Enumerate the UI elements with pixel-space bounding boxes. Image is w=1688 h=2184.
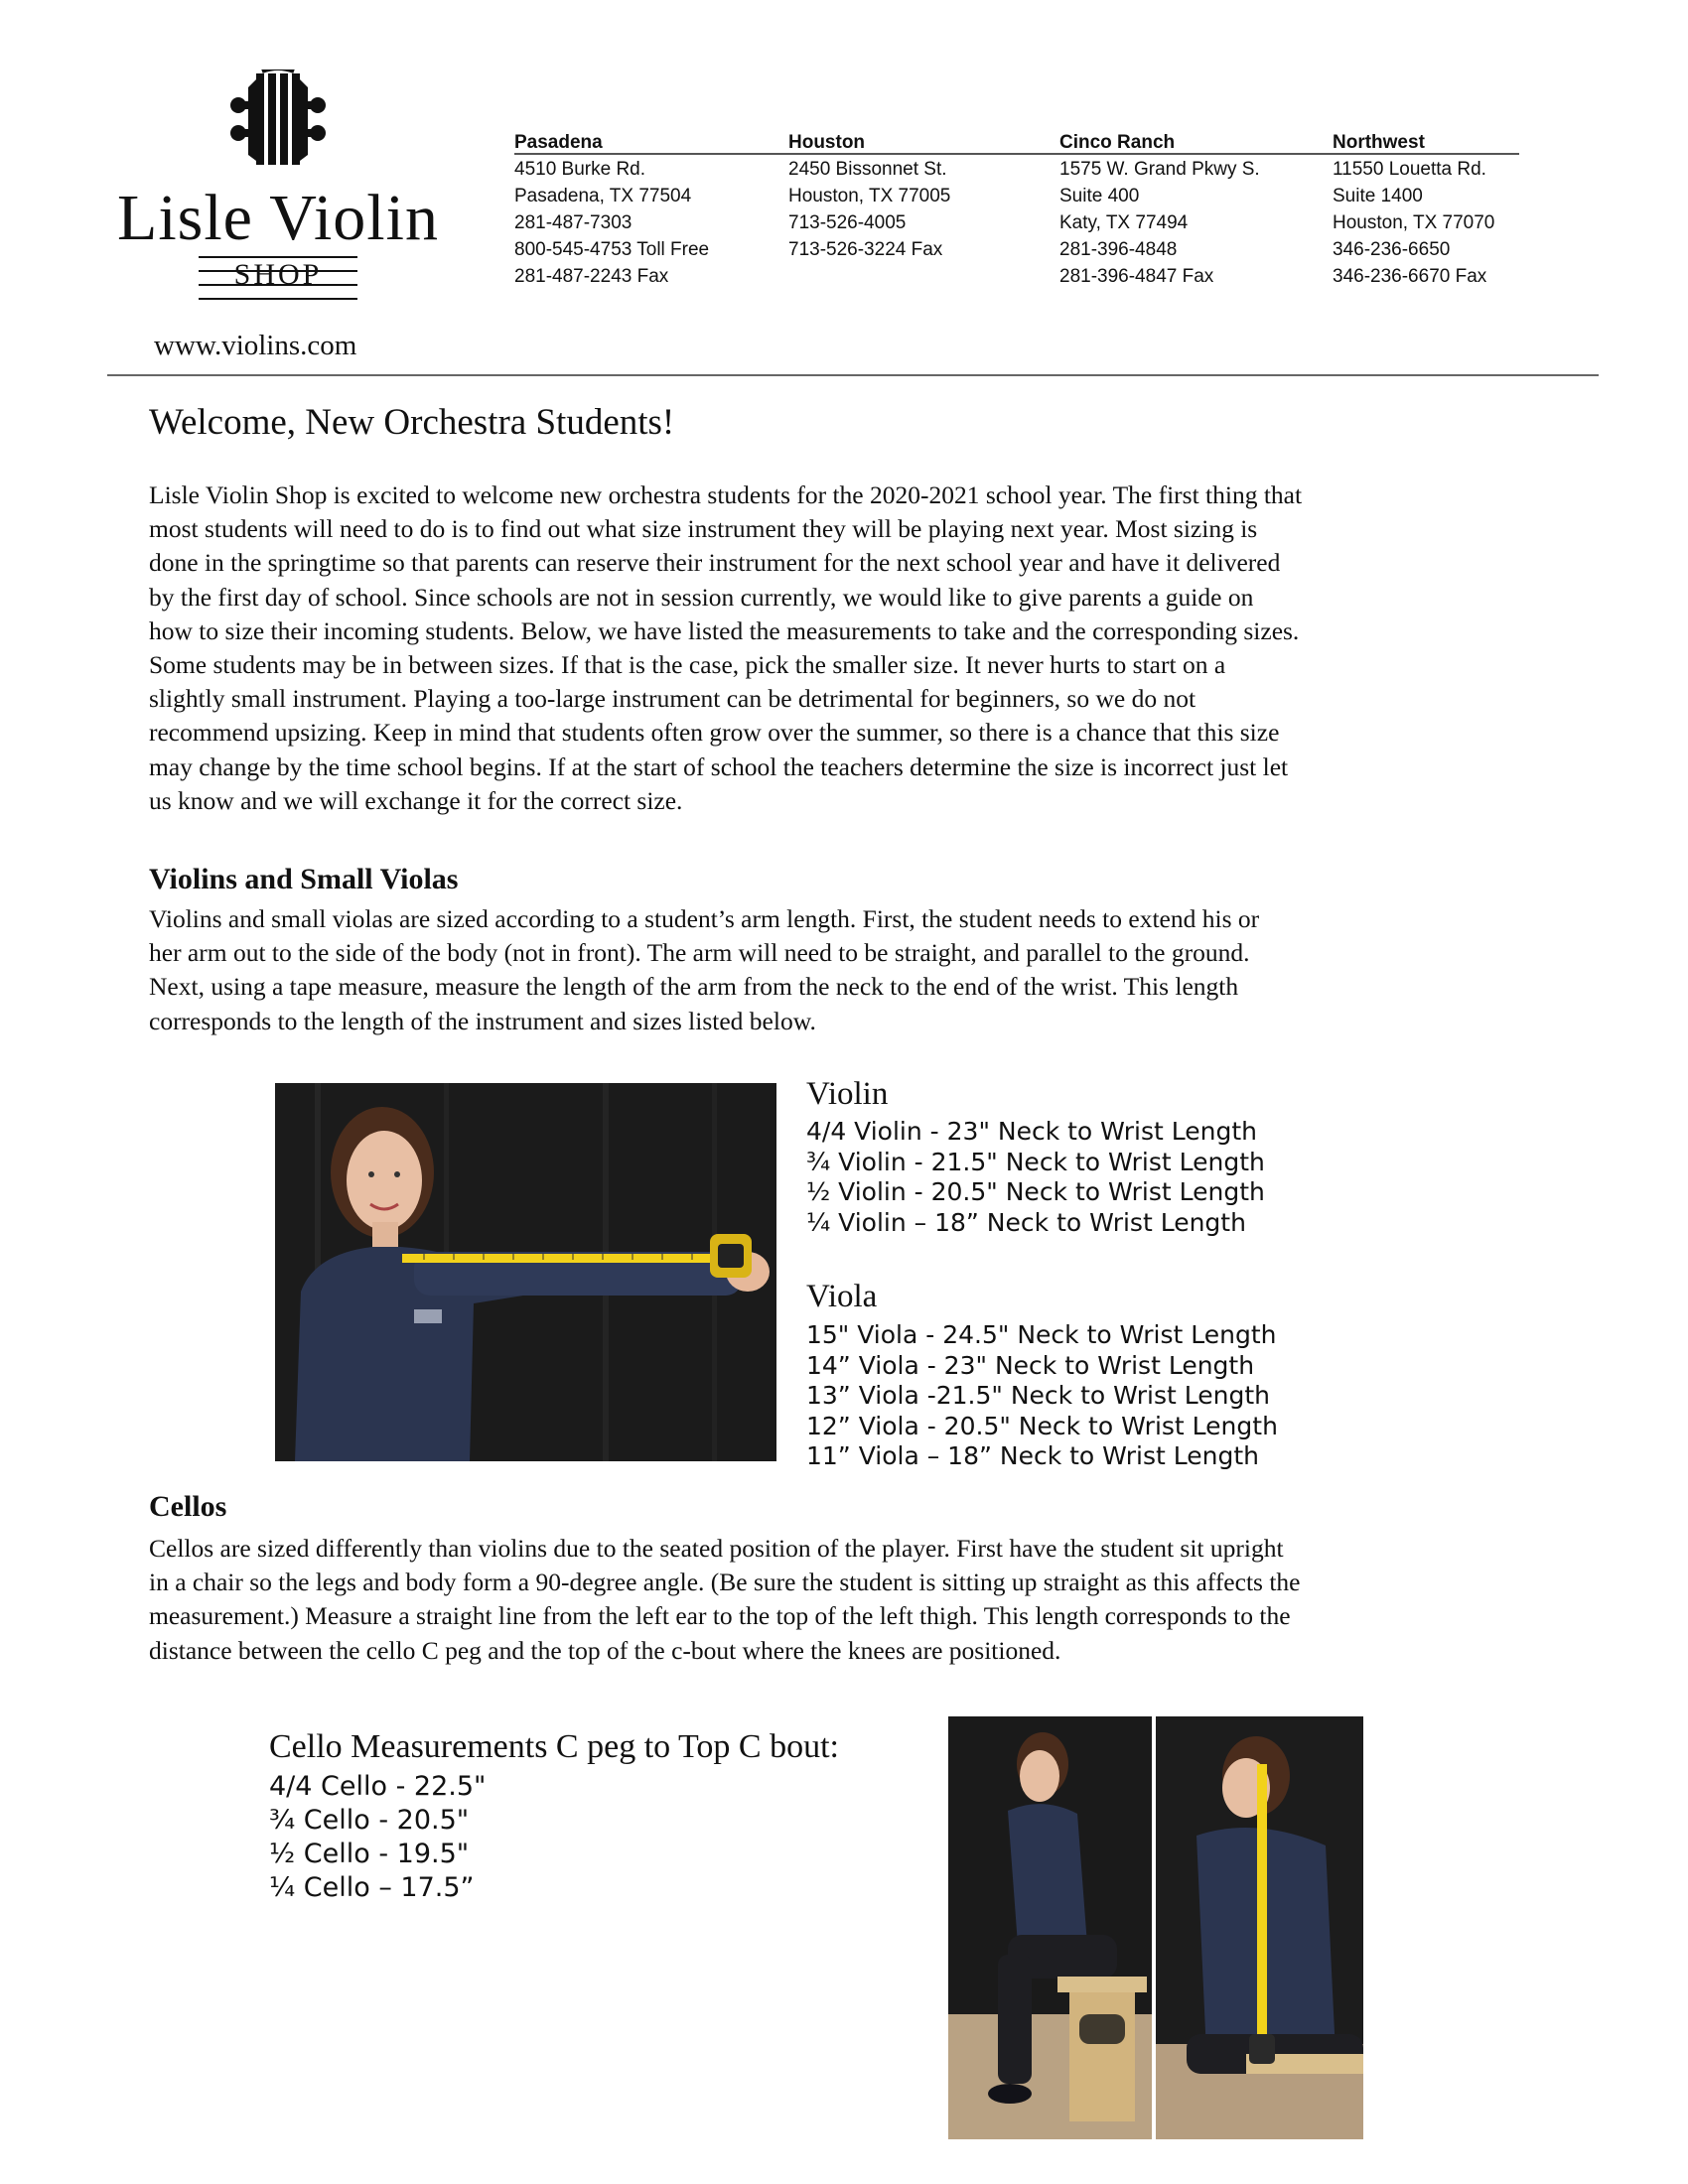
paragraph-line: recommend upsizing. Keep in mind that students often grow over the summer, so there is a chance that this size [149,718,1280,748]
location-line: 4510 Burke Rd. [514,159,646,180]
cello-sizes-heading: Cello Measurements C peg to Top C bout: [269,1728,839,1765]
paragraph-line: slightly small instrument. Playing a too-large instrument can be detrimental for beginners, so we do not [149,684,1196,714]
location-line: Pasadena, TX 77504 [514,186,692,206]
violin-sizes-heading: Violin [806,1076,889,1112]
location-name: Northwest [1333,132,1425,153]
location-line: Suite 1400 [1333,186,1423,206]
location-fax: 346-236-6670 Fax [1333,266,1487,287]
location-fax: 713-526-3224 Fax [788,239,943,260]
list-item: ¼ Cello – 17.5” [269,1872,475,1903]
violin-sizes-list [806,1117,1265,1238]
paragraph-line: Next, using a tape measure, measure the length of the arm from the neck to the end of the wrist. This length [149,972,1239,1002]
location-phone: 281-396-4848 [1059,239,1178,260]
cello-sizes-list [269,1770,486,1905]
list-item: 4/4 Cello - 22.5" [269,1771,487,1802]
location-phone: 800-545-4753 Toll Free [514,239,710,260]
paragraph-line: us know and we will exchange it for the correct size. [149,785,683,815]
paragraph-line: by the first day of school. Since schools are not in session currently, we would like to give parents a guide on [149,582,1254,612]
paragraph-line: done in the springtime so that parents can reserve their instrument for the next school year and have it delivered [149,548,1281,578]
viola-sizes-list [806,1320,1278,1472]
paragraph-line: how to size their incoming students. Below, we have listed the measurements to take and the corresponding sizes. [149,615,1300,645]
location-line: 2450 Bissonnet St. [788,159,947,180]
violins-description [149,902,1539,1038]
list-item: ¼ Violin – 18” Neck to Wrist Length [806,1207,1246,1237]
location-name: Pasadena [514,132,603,153]
location-line: Houston, TX 77005 [788,186,951,206]
location-cinco-ranch [1059,129,1318,290]
list-item: ¾ Violin - 21.5" Neck to Wrist Length [806,1147,1265,1176]
page-title: Welcome, New Orchestra Students! [149,402,675,443]
location-line: 11550 Louetta Rd. [1333,159,1486,180]
list-item: ½ Cello - 19.5" [269,1839,470,1869]
paragraph-line: may change by the time school begins. If at the start of school the teachers determine the size is incorrect just let [149,751,1289,781]
location-line: Houston, TX 77070 [1333,212,1495,233]
paragraph-line: Some students may be in between sizes. If that is the case, pick the smaller size. It never hurts to start on a [149,650,1226,680]
seated-measurement-photo [948,1716,1363,2139]
location-name: Cinco Ranch [1059,132,1176,153]
cellos-section-heading: Cellos [149,1490,227,1523]
website-url[interactable]: www.violins.com [154,330,357,361]
paragraph-line: corresponds to the length of the instrument and sizes listed below. [149,1006,816,1035]
paragraph-line: most students will need to do is to find out what size instrument they will be playing next year. Most sizing is [149,514,1258,544]
list-item: 14” Viola - 23" Neck to Wrist Length [806,1350,1255,1380]
intro-paragraph [149,478,1539,818]
logo-shop-label: SHOP [233,258,323,291]
location-phone: 346-236-6650 [1333,239,1451,260]
violin-scroll-logo-icon [218,69,338,169]
location-fax: 281-396-4847 Fax [1059,266,1214,287]
list-item: 12” Viola - 20.5" Neck to Wrist Length [806,1411,1278,1440]
violins-section-heading: Violins and Small Violas [149,863,459,895]
list-item: ½ Violin - 20.5" Neck to Wrist Length [806,1177,1265,1206]
location-line: Katy, TX 77494 [1059,212,1189,233]
location-name: Houston [788,132,866,153]
paragraph-line: in a chair so the legs and body form a 90-degree angle. (Be sure the student is sitting up straight as this affects the [149,1568,1301,1597]
list-item: 11” Viola – 18” Neck to Wrist Length [806,1441,1259,1470]
paragraph-line: Lisle Violin Shop is excited to welcome new orchestra students for the 2020-2021 school year. The first thing that [149,480,1303,509]
paragraph-line: measurement.) Measure a straight line from the left ear to the top of the left thigh. This length corresponds to the [149,1601,1291,1631]
location-houston [788,129,1047,263]
location-phone: 713-526-4005 [788,212,907,233]
location-northwest [1333,129,1591,290]
viola-sizes-heading: Viola [806,1279,878,1314]
list-item: 4/4 Violin - 23" Neck to Wrist Length [806,1117,1258,1146]
location-line: Suite 400 [1059,186,1140,206]
paragraph-line: her arm out to the side of the body (not in front). The arm will need to be straight, and parallel to the ground. [149,938,1250,968]
header-divider [107,374,1599,376]
list-item: 13” Viola -21.5" Neck to Wrist Length [806,1381,1270,1410]
cellos-description [149,1532,1539,1668]
logo [99,69,457,308]
location-phone: 281-487-7303 [514,212,633,233]
list-item: 15" Viola - 24.5" Neck to Wrist Length [806,1320,1277,1349]
logo-title: Lisle Violin [117,182,439,254]
paragraph-line: distance between the cello C peg and the top of the c-bout where the knees are positioned. [149,1635,1061,1665]
list-item: ¾ Cello - 20.5" [269,1805,470,1836]
location-line: 1575 W. Grand Pkwy S. [1059,159,1260,180]
paragraph-line: Cellos are sized differently than violins due to the seated position of the player. First have the student sit upright [149,1534,1284,1563]
arm-measurement-photo [275,1083,776,1461]
store-locations [514,129,1519,298]
location-pasadena [514,129,773,290]
paragraph-line: Violins and small violas are sized according to a student’s arm length. First, the student needs to extend his or [149,904,1260,933]
location-fax: 281-487-2243 Fax [514,266,669,287]
